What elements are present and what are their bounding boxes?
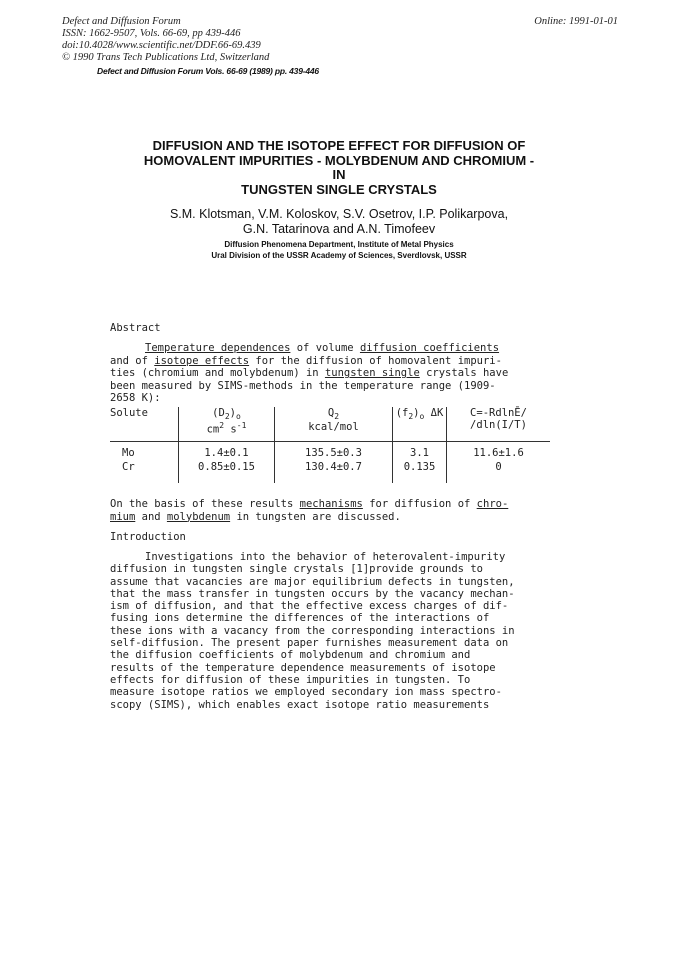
table-row <box>110 442 550 462</box>
cell-solute: Cr <box>122 461 135 473</box>
q-subscript: 2 <box>334 412 340 422</box>
authors-line: G.N. Tatarinova and A.N. Timofeev <box>242 222 436 236</box>
f-symbol: (f <box>395 407 409 419</box>
abstract-line: been measured by SIMS-methods in the temperature range (1909- <box>110 379 496 392</box>
intro-line: scopy (SIMS), which enables exact isotope ratio measurements <box>110 698 490 711</box>
cell-f: 0.135 <box>393 461 447 483</box>
intro-line: ism of diffusion, and that the effective excess charges of dif- <box>110 600 509 613</box>
header-d0 <box>179 407 275 442</box>
underlined-term: Temperature dependences <box>145 342 291 354</box>
d-unit-exp2: -1 <box>236 421 247 431</box>
text-span: of volume <box>290 342 360 354</box>
intro-line: self-diffusion. The present paper furnishes measurement data on <box>110 637 509 650</box>
text-span: in tungsten are discussed. <box>230 510 401 523</box>
cell-c: 11.6±1.6 <box>447 442 551 462</box>
intro-line: these ions with a vacancy from the corresponding interactions in <box>110 624 515 637</box>
underlined-term: isotope effects <box>154 354 250 367</box>
results-table <box>110 407 550 483</box>
intro-line: effects for diffusion of these impurities in tungsten. To <box>110 673 471 686</box>
title-line: IN <box>332 167 346 182</box>
conclusion-line <box>110 498 550 511</box>
table-row <box>110 461 550 483</box>
text-span: and <box>135 510 167 523</box>
header-q <box>275 407 393 442</box>
introduction-heading: Introduction <box>110 531 186 543</box>
cell-d0: 1.4±0.1 <box>179 442 275 462</box>
underlined-term: mium <box>110 510 136 523</box>
cell-solute: Mo <box>110 442 179 462</box>
citation-block <box>62 16 269 64</box>
text-span: for the diffusion of homovalent impuri- <box>249 354 502 367</box>
d-paren: ) <box>229 407 236 419</box>
author-list <box>100 207 578 237</box>
text-span: for diffusion of <box>362 498 477 510</box>
affiliation-line: Ural Division of the USSR Academy of Sciences, Sverdlovsk, USSR <box>211 251 467 260</box>
intro-line: Investigations into the behavior of heterovalent-impurity <box>145 551 506 563</box>
paper-title <box>100 139 578 197</box>
intro-line: fusing ions determine the differences of the interactions of <box>110 612 490 625</box>
title-line: TUNGSTEN SINGLE CRYSTALS <box>241 181 437 197</box>
abstract-line: 2658 K): <box>110 392 161 405</box>
header-f-dk <box>393 407 447 442</box>
intro-line: diffusion in tungsten single crystals [1]provide grounds to <box>110 563 483 576</box>
cell-c: 0 <box>447 461 551 483</box>
intro-line: results of the temperature dependence measurements of isotope <box>110 661 496 674</box>
table-header-row <box>110 407 550 442</box>
c-line2: /dln(I/T) <box>470 419 527 431</box>
q-symbol: Q <box>327 407 335 419</box>
cell-q: 135.5±0.3 <box>275 442 393 462</box>
abstract-line <box>110 342 550 355</box>
underlined-term: diffusion coefficients <box>359 342 500 354</box>
cell-f: 3.1 <box>393 442 447 462</box>
doi-line: doi:10.4028/www.scientific.net/DDF.66-69.439 <box>62 40 261 51</box>
d-unit: cm <box>206 423 220 436</box>
online-date: Online: 1991-01-01 <box>534 16 618 27</box>
introduction-body <box>110 551 550 711</box>
affiliation <box>100 239 578 261</box>
q-unit: kcal/mol <box>308 421 359 434</box>
delta-k: ΔK <box>424 407 444 419</box>
text-span: crystals have <box>419 367 509 380</box>
journal-name: Defect and Diffusion Forum <box>62 16 181 27</box>
journal-reference: Defect and Diffusion Forum Vols. 66-69 (1989) pp. 439-446 <box>97 66 319 76</box>
c-line1: C=-RdlnĒ/ <box>470 407 527 419</box>
abstract-body <box>110 342 550 405</box>
d-symbol: (D <box>212 407 225 419</box>
abstract-line <box>110 367 550 380</box>
f-subscript: 2 <box>408 412 414 422</box>
issn-line: ISSN: 1662-9507, Vols. 66-69, pp 439-446 <box>62 28 241 39</box>
copyright-line: © 1990 Trans Tech Publications Ltd, Switzerland <box>62 52 270 63</box>
abstract-heading: Abstract <box>110 322 161 334</box>
intro-line: the diffusion coefficients of molybdenum and chromium and <box>110 649 471 662</box>
cell-q: 130.4±0.7 <box>275 461 393 483</box>
cell-d0: 0.85±0.15 <box>179 461 275 483</box>
affiliation-line: Diffusion Phenomena Department, Institute of Metal Physics <box>224 240 454 249</box>
intro-line: assume that vacancies are major equilibrium defects in tungsten, <box>110 575 515 588</box>
underlined-term: molybdenum <box>166 510 231 523</box>
title-line: HOMOVALENT IMPURITIES - MOLYBDENUM AND CHROMIUM - <box>143 152 535 168</box>
abstract-line <box>110 355 550 368</box>
title-line: DIFFUSION AND THE ISOTOPE EFFECT FOR DIFFUSION OF <box>152 138 526 153</box>
conclusion-line <box>110 511 550 524</box>
header-c <box>447 407 551 442</box>
intro-line: measure isotope ratios we employed secondary ion mass spectro- <box>110 686 502 699</box>
d-unit-exp: 2 <box>219 421 225 431</box>
d-subscript-o: o <box>235 412 241 422</box>
authors-line: S.M. Klotsman, V.M. Koloskov, S.V. Osetrov, I.P. Polikarpova, <box>169 207 509 221</box>
text-span: On the basis of these results <box>110 498 300 510</box>
underlined-term: mechanisms <box>299 498 363 510</box>
d-unit-s: s <box>224 423 237 436</box>
text-span: ties (chromium and molybdenum) in <box>110 367 325 380</box>
underlined-term: tungsten single <box>324 367 420 380</box>
header-solute: Solute <box>110 407 148 419</box>
intro-line: that the mass transfer in tungsten occurs by the vacancy mechan- <box>110 587 515 600</box>
f-subscript-o: o <box>419 412 425 422</box>
d-subscript: 2 <box>224 412 230 422</box>
underlined-term: chro- <box>476 498 509 510</box>
abstract-conclusion <box>110 498 550 523</box>
f-paren: ) <box>413 407 420 419</box>
text-span: and of <box>110 354 155 367</box>
